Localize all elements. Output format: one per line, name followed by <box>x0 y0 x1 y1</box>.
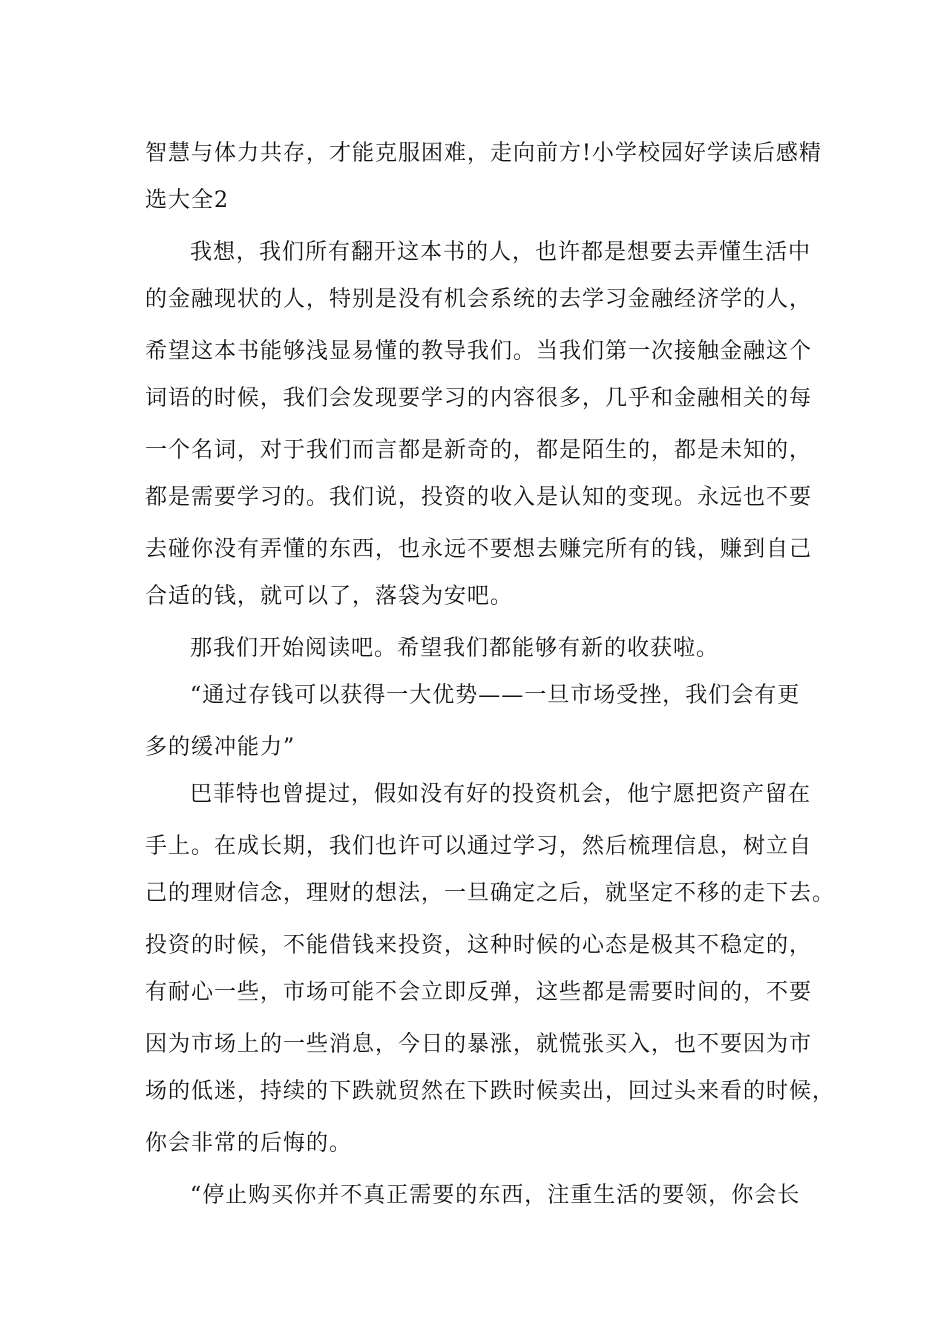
text-line: 有耐心一些，市场可能不会立即反弹，这些都是需要时间的，不要 <box>145 980 813 1005</box>
text-line: 因为市场上的一些消息，今日的暴涨，就慌张买入，也不要因为市 <box>145 1032 813 1057</box>
quote-start-line: “停止购买你并不真正需要的东西，注重生活的要领，你会长 <box>190 1183 801 1208</box>
text-line: 一个名词，对于我们而言都是新奇的，都是陌生的，都是未知的， <box>145 438 813 463</box>
text-line: 选大全2 <box>145 188 229 213</box>
text-line: 合适的钱，就可以了，落袋为安吧。 <box>145 584 514 609</box>
text-line: 手上。在成长期，我们也许可以通过学习，然后梳理信息，树立自 <box>145 834 813 859</box>
text-line: 希望这本书能够浅显易懂的教导我们。当我们第一次接触金融这个 <box>145 339 813 364</box>
quote-start-line: “通过存钱可以获得一大优势——一旦市场受挫，我们会有更 <box>190 683 801 708</box>
text-line: 己的理财信念，理财的想法，一旦确定之后，就坚定不移的走下去。 <box>145 881 836 906</box>
text-line: 都是需要学习的。我们说，投资的收入是认知的变现。永远也不要 <box>145 485 813 510</box>
text-line: 多的缓冲能力” <box>145 735 296 760</box>
text-line: 的金融现状的人，特别是没有机会系统的去学习金融经济学的人， <box>145 287 813 312</box>
text-line: 智慧与体力共存，才能克服困难，走向前方!小学校园好学读后感精 <box>145 141 822 166</box>
text-line: 词语的时候，我们会发现要学习的内容很多，几乎和金融相关的每 <box>145 386 813 411</box>
text-line: 你会非常的后悔的。 <box>145 1131 353 1156</box>
text-line: 场的低迷，持续的下跌就贸然在下跌时候卖出，回过头来看的时候， <box>145 1079 836 1104</box>
paragraph-start-line: 那我们开始阅读吧。希望我们都能够有新的收获啦。 <box>190 636 720 661</box>
paragraph-start-line: 我想，我们所有翻开这本书的人，也许都是想要去弄懂生活中 <box>190 240 812 265</box>
text-line: 投资的时候，不能借钱来投资，这种时候的心态是极其不稳定的， <box>145 933 813 958</box>
paragraph-start-line: 巴菲特也曾提过，假如没有好的投资机会，他宁愿把资产留在 <box>190 782 812 807</box>
text-line: 去碰你没有弄懂的东西，也永远不要想去赚完所有的钱，赚到自己 <box>145 537 813 562</box>
